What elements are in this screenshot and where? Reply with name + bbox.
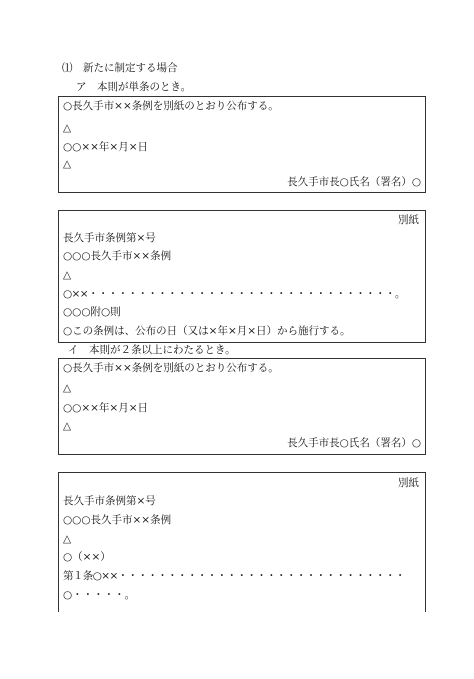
promulgation-date: ○○××年×月×日	[63, 141, 149, 153]
case-b-promulgation-box	[58, 358, 426, 455]
spacer-mark: △	[63, 269, 72, 281]
attachment-label: 別紙	[398, 214, 419, 226]
promulgation-text: ○長久手市××条例を別紙のとおり公布する。	[63, 100, 279, 112]
ordinance-number: 長久手市条例第×号	[63, 232, 156, 244]
spacer-mark: △	[63, 158, 72, 170]
attachment-label: 別紙	[398, 477, 419, 489]
promulgation-date: ○○××年×月×日	[63, 402, 149, 414]
spacer-mark: △	[63, 122, 72, 134]
case-a-promulgation-box	[58, 96, 426, 193]
ordinance-title: ○○○長久手市××条例	[63, 514, 172, 526]
case-b-ordinance-box	[58, 472, 426, 612]
ordinance-body: ○××・・・・・・・・・・・・・・・・・・・・・・・・・・・・・・・。	[63, 288, 405, 300]
ordinance-number: 長久手市条例第×号	[63, 495, 156, 507]
case-a-ordinance-box	[58, 210, 426, 343]
mayor-signature: 長久手市長○氏名（署名）○	[287, 437, 421, 449]
article-caption: ○（××）	[63, 551, 111, 563]
effective-date-text: ○この条例は、公布の日（又は×年×月×日）から施行する。	[63, 325, 351, 337]
spacer-mark: △	[63, 420, 72, 432]
promulgation-text: ○長久手市××条例を別紙のとおり公布する。	[63, 362, 279, 374]
mayor-signature: 長久手市長○氏名（署名）○	[287, 176, 421, 188]
case-b-label: イ 本則が２条以上にわたるとき。	[68, 344, 236, 356]
section-heading: ⑴ 新たに制定する場合	[62, 62, 178, 74]
case-a-label: ア 本則が単条のとき。	[76, 81, 192, 93]
article-continuation: ○・・・・・。	[63, 589, 136, 601]
spacer-mark: △	[63, 533, 72, 545]
article-1: 第１条○××・・・・・・・・・・・・・・・・・・・・・・・・・・・・・	[63, 570, 405, 582]
ordinance-title: ○○○長久手市××条例	[63, 250, 172, 262]
supplementary-provisions: ○○○附○則	[63, 306, 121, 318]
spacer-mark: △	[63, 382, 72, 394]
